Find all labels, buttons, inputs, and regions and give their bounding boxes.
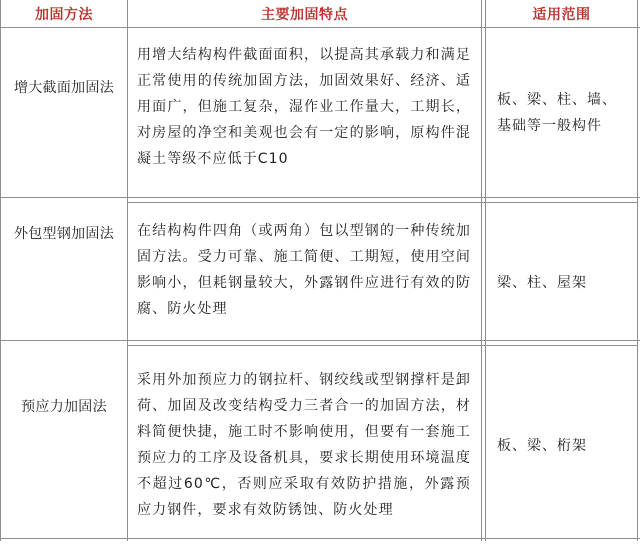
row-1-scope: 板、梁、柱、墙、基础等一般构件 bbox=[497, 91, 617, 134]
row-3-features: 采用外加预应力的钢拉杆、钢绞线或型钢撑杆是卸荷、加固及改变结构受力三者合一的加固方法，材料简便快捷，施工时不影响使用，但要有一套施工预应力的工序及设备机具，要求长期使用环境温度不超过60℃，否则应采取有效防护措施，外露预应力钢件，要求有效防锈蚀、防火处理 bbox=[137, 372, 471, 518]
column-divider-2 bbox=[481, 0, 482, 541]
header-method: 加固方法 bbox=[35, 6, 93, 23]
row-1-method: 增大截面加固法 bbox=[13, 79, 115, 96]
header-features: 主要加固特点 bbox=[261, 6, 348, 23]
row-1-features: 用增大结构构件截面面积，以提高其承载力和满足正常使用的传统加固方法，加固效果好、经济、适用面广，但施工复杂，湿作业工作量大，工期长，对房屋的净空和美观也会有一定的影响，原构件混凝土等级不应低于C10 bbox=[137, 47, 471, 167]
row-1-bottom-line bbox=[0, 197, 640, 198]
row-3-scope: 板、梁、桁架 bbox=[497, 438, 587, 454]
row-2-method: 外包型钢加固法 bbox=[13, 226, 115, 242]
table-border-right bbox=[637, 0, 638, 541]
row-2-features: 在结构构件四角（或两角）包以型钢的一种传统加固方法。受力可靠、施工简便、工期短，使用空间影响小，但耗钢量较大，外露钢件应进行有效的防腐、防火处理 bbox=[137, 223, 471, 317]
row-2-scope: 梁、柱、屋架 bbox=[497, 275, 587, 291]
row-3-method: 预应力加固法 bbox=[21, 399, 107, 415]
header-scope: 适用范围 bbox=[532, 6, 591, 23]
